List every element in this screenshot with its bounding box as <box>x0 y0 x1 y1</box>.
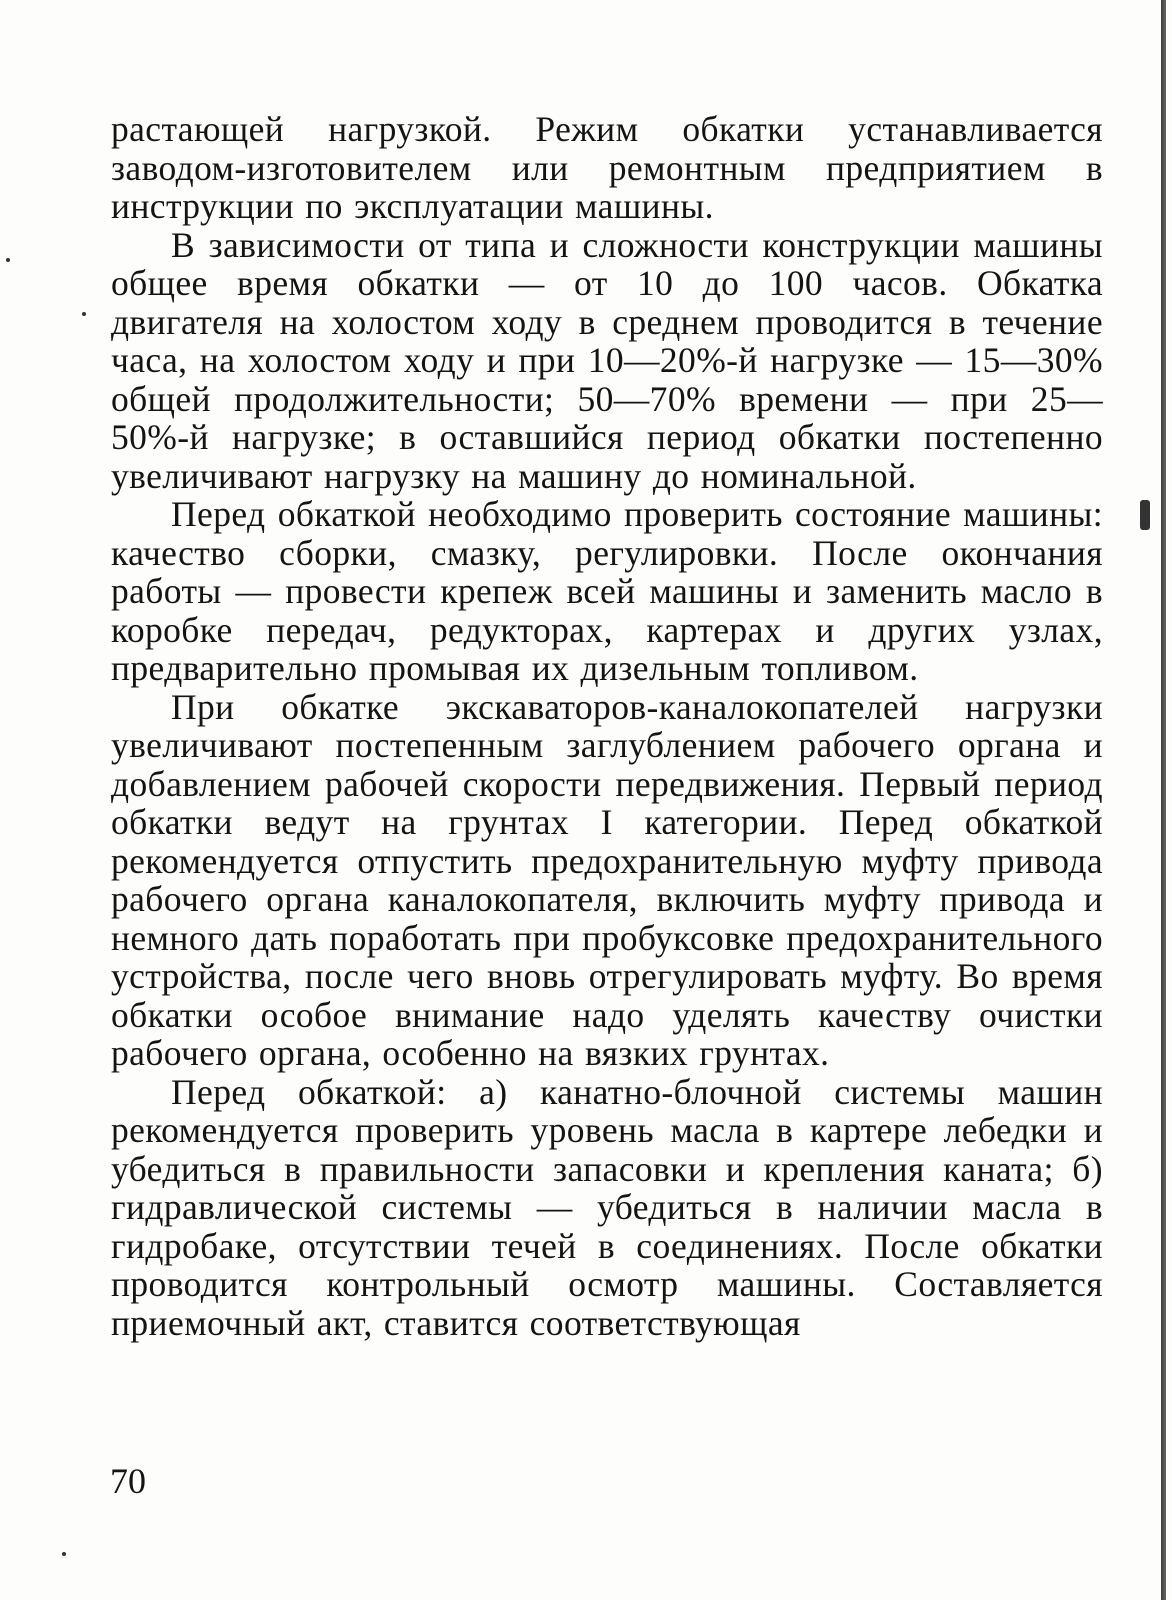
paragraph: Перед обкаткой необходимо проверить состояние машины: качество сборки, смазку, регулировки. После окончания работы — провести крепеж всей машины и заменить масло в коробке передач, редукторах, картерах и других узлах, предварительно промывая их дизельным топливом. <box>111 494 1103 688</box>
scan-speck <box>6 258 10 262</box>
paragraph: Перед обкаткой: а) канатно-блочной системы машин рекомендуется проверить уровень масла в картере лебедки и убедиться в правильности запасовки и крепления каната; б) гидравлической системы — убедиться в наличии масла в гидробаке, отсутствии течей в соединениях. После обкатки проводится контрольный осмотр машины. Составляется приемочный акт, ставится соответствующая <box>111 1071 1103 1343</box>
paragraph: растающей нагрузкой. Режим обкатки устанавливается заводом-изготовителем или ремонтным предприятием в инструкции по эксплуатации машины. <box>111 109 1103 226</box>
paragraph: При обкатке экскаваторов-каналокопателей нагрузки увеличивают постепенным заглублением рабочего органа и добавлением рабочей скорости передвижения. Первый период обкатки ведут на грунтах I категории. Перед обкаткой рекомендуется отпустить предохранительную муфту привода рабочего органа каналокопателя, включить муфту привода и немного дать поработать при пробуксовке предохранительного устройства, после чего вновь отрегулировать муфту. Во время обкатки особое внимание надо уделять качеству очистки рабочего органа, особенно на вязких грунтах. <box>111 686 1103 1073</box>
scan-speck <box>1140 500 1150 530</box>
scan-speck <box>82 312 86 316</box>
paragraph: В зависимости от типа и сложности конструкции машины общее время обкатки — от 10 до 100 часов. Обкатка двигателя на холостом ходу в среднем проводится в течение часа, на холостом ходу и при 10—20%-й нагрузке — 15—30% общей продолжительности; 50—70% времени — при 25—50%-й нагрузке; в оставшийся период обкатки постепенно увеличивают нагрузку на машину до номинальной. <box>111 224 1103 496</box>
scan-speck <box>62 1552 66 1556</box>
scan-edge <box>1161 0 1166 1600</box>
page-number: 70 <box>110 1461 146 1501</box>
body-text <box>111 110 1103 1342</box>
